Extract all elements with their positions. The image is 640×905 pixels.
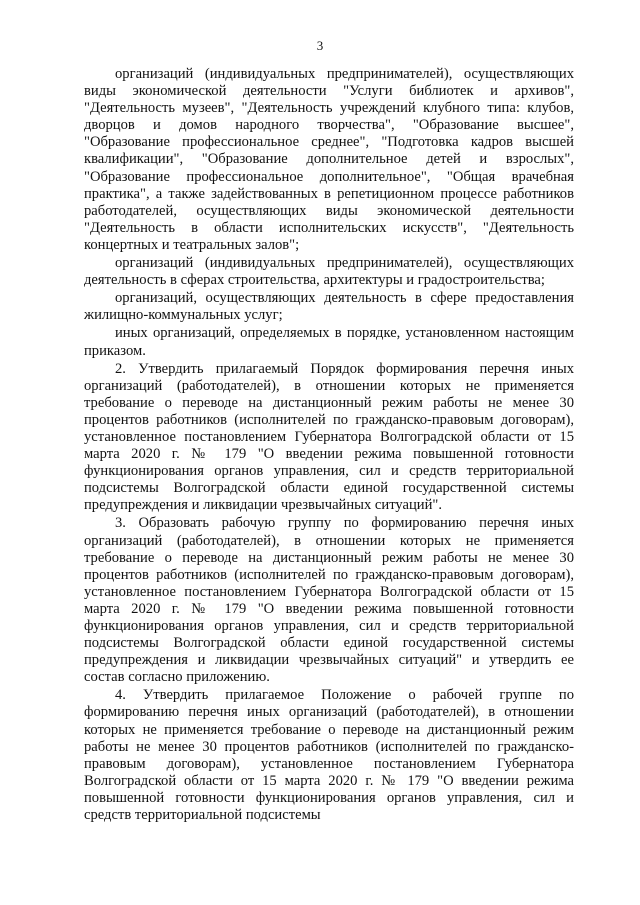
paragraph-organizations-construction: организаций (индивидуальных предпринимателей), осуществляющих деятельность в сферах строительства, архитектуры и градостроительства;	[84, 255, 574, 289]
document-body	[84, 66, 574, 825]
paragraph-organizations-culture-education: организаций (индивидуальных предпринимателей), осуществляющих виды экономической деятельности "Услуги библиотек и архивов", "Деятельность музеев", "Деятельность учреждений клубного типа: клубов, дворцов и домов народного творчества", "Образование высшее", "Образование профессиональное среднее", "Подготовка кадров высшей квалификации", "Образование дополнительное детей и взрослых", "Образование профессиональное дополнительное", "Общая врачебная практика", а также задействованных в репетиционном процессе работников работодателей, осуществляющих виды экономической деятельности "Деятельность в области исполнительских искусств", "Деятельность концертных и театральных залов";	[84, 66, 574, 253]
paragraph-item-4: 4. Утвердить прилагаемое Положение о рабочей группе по формированию перечня иных организаций (работодателей), в отношении которых не применяется требование о переводе на дистанционный режим работы не менее 30 процентов работников (исполнителей по гражданско-правовым договорам), установленное постановлением Губернатора Волгоградской области от 15 марта 2020 г. № 179 "О введении режима повышенной готовности функционирования органов управления, сил и средств территориальной подсистемы	[84, 687, 574, 824]
paragraph-other-organizations: иных организаций, определяемых в порядке, установленном настоящим приказом.	[84, 325, 574, 359]
page-number: 3	[316, 38, 324, 53]
paragraph-item-3: 3. Образовать рабочую группу по формированию перечня иных организаций (работодателей), в отношении которых не применяется требование о переводе на дистанционный режим работы не менее 30 процентов работников (исполнителей по гражданско-правовым договорам), установленное постановлением Губернатора Волгоградской области от 15 марта 2020 г. № 179 "О введении режима повышенной готовности функционирования органов управления, сил и средств территориальной подсистемы Волгоградской области единой государственной системы предупреждения и ликвидации чрезвычайных ситуаций" и утвердить ее состав согласно приложению.	[84, 515, 574, 686]
paragraph-organizations-housing: организаций, осуществляющих деятельность в сфере предоставления жилищно-коммунальных услуг;	[84, 290, 574, 324]
paragraph-item-2: 2. Утвердить прилагаемый Порядок формирования перечня иных организаций (работодателей), в отношении которых не применяется требование о переводе на дистанционный режим работы не менее 30 процентов работников (исполнителей по гражданско-правовым договорам), установленное постановлением Губернатора Волгоградской области от 15 марта 2020 г. № 179 "О введении режима повышенной готовности функционирования органов управления, сил и средств территориальной подсистемы Волгоградской области единой государственной системы предупреждения и ликвидации чрезвычайных ситуаций".	[84, 360, 574, 514]
